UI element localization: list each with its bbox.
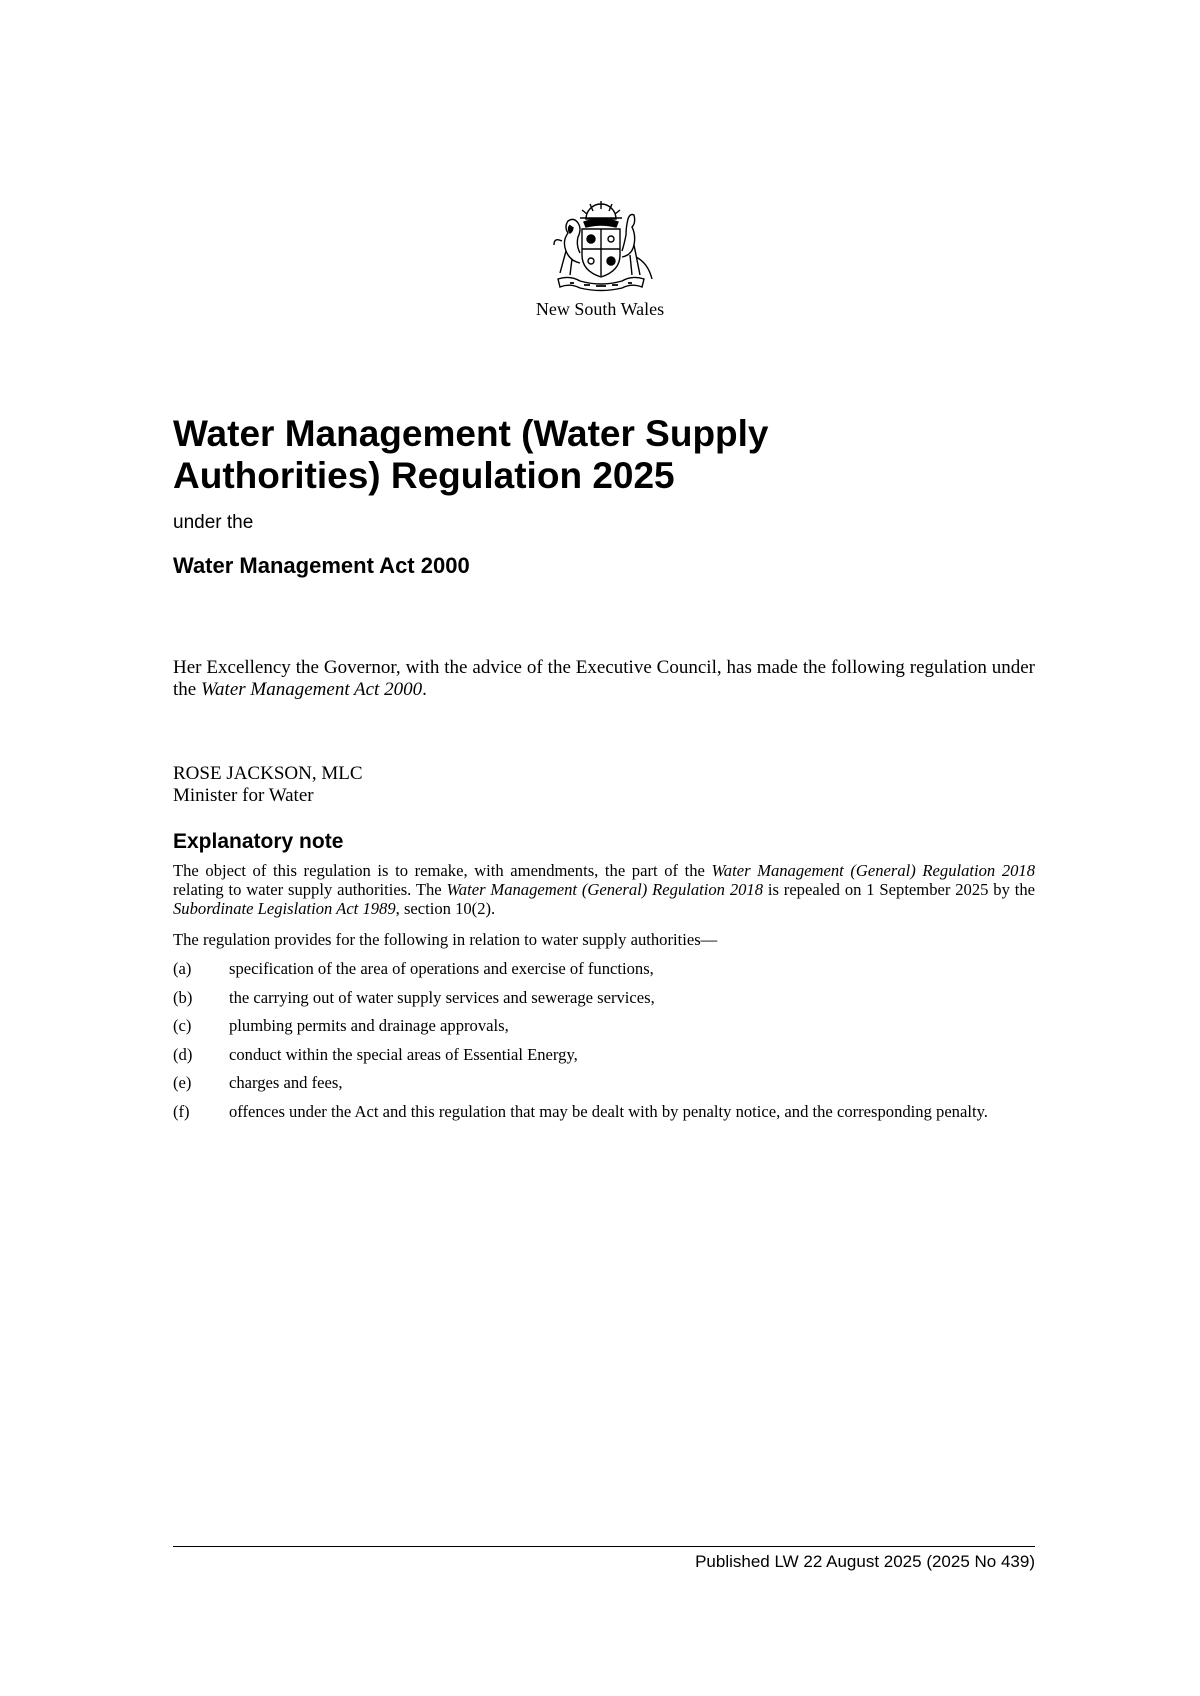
preamble-end: . <box>422 679 427 700</box>
list-item-text: plumbing permits and drainage approvals, <box>229 1016 509 1035</box>
signatory-office: Minister for Water <box>173 785 314 806</box>
object-text-3: is repealed on 1 September 2025 by the <box>763 880 1035 899</box>
list-item-marker: (e) <box>173 1073 192 1092</box>
list-item-marker: (f) <box>173 1102 190 1121</box>
parent-act-name: Water Management Act 2000 <box>173 553 470 578</box>
under-label: under the <box>173 512 254 533</box>
preamble-text: Her Excellency the Governor, with the advice of the Executive Council, has made the following regulation under the <box>173 657 1035 700</box>
object-text-1: The object of this regulation is to remake, with amendments, the part of the <box>173 861 712 880</box>
list-item-text: the carrying out of water supply services and sewerage services, <box>229 988 655 1007</box>
title-line-1: Water Management (Water Supply <box>173 413 769 454</box>
object-text-4: , section 10(2). <box>395 899 496 918</box>
regulation-title <box>173 413 1053 497</box>
list-item-text: offences under the Act and this regulation that may be dealt with by penalty notice, and the corresponding penalty. <box>229 1102 988 1121</box>
explanatory-note-object-paragraph <box>173 861 1035 918</box>
signatory-name: ROSE JACKSON, MLC <box>173 763 363 784</box>
object-citation-2: Water Management (General) Regulation 2018 <box>446 880 764 899</box>
object-text-2: relating to water supply authorities. The <box>173 880 447 899</box>
jurisdiction-label: New South Wales <box>535 299 665 319</box>
nsw-coat-of-arms-icon <box>540 197 662 293</box>
list-item-marker: (a) <box>173 959 192 978</box>
explanatory-note-heading: Explanatory note <box>173 830 344 853</box>
preamble-paragraph <box>173 657 1035 701</box>
signatory-block <box>173 763 363 807</box>
footer-divider <box>173 1546 1035 1547</box>
explanatory-note-provisions-intro: The regulation provides for the following in relation to water supply authorities— <box>173 930 718 949</box>
preamble-act-citation: Water Management Act 2000 <box>200 679 423 700</box>
list-item-marker: (d) <box>173 1045 193 1064</box>
list-item-text: specification of the area of operations and exercise of functions, <box>229 959 654 978</box>
list-item-text: charges and fees, <box>229 1073 343 1092</box>
object-citation-3: Subordinate Legislation Act 1989 <box>173 899 396 918</box>
list-item-marker: (b) <box>173 988 193 1007</box>
publication-note: Published LW 22 August 2025 (2025 No 439) <box>695 1552 1035 1571</box>
title-line-2: Authorities) Regulation 2025 <box>173 455 675 496</box>
list-item-text: conduct within the special areas of Essential Energy, <box>229 1045 578 1064</box>
list-item-marker: (c) <box>173 1016 192 1035</box>
object-citation-1: Water Management (General) Regulation 2018 <box>711 861 1036 880</box>
